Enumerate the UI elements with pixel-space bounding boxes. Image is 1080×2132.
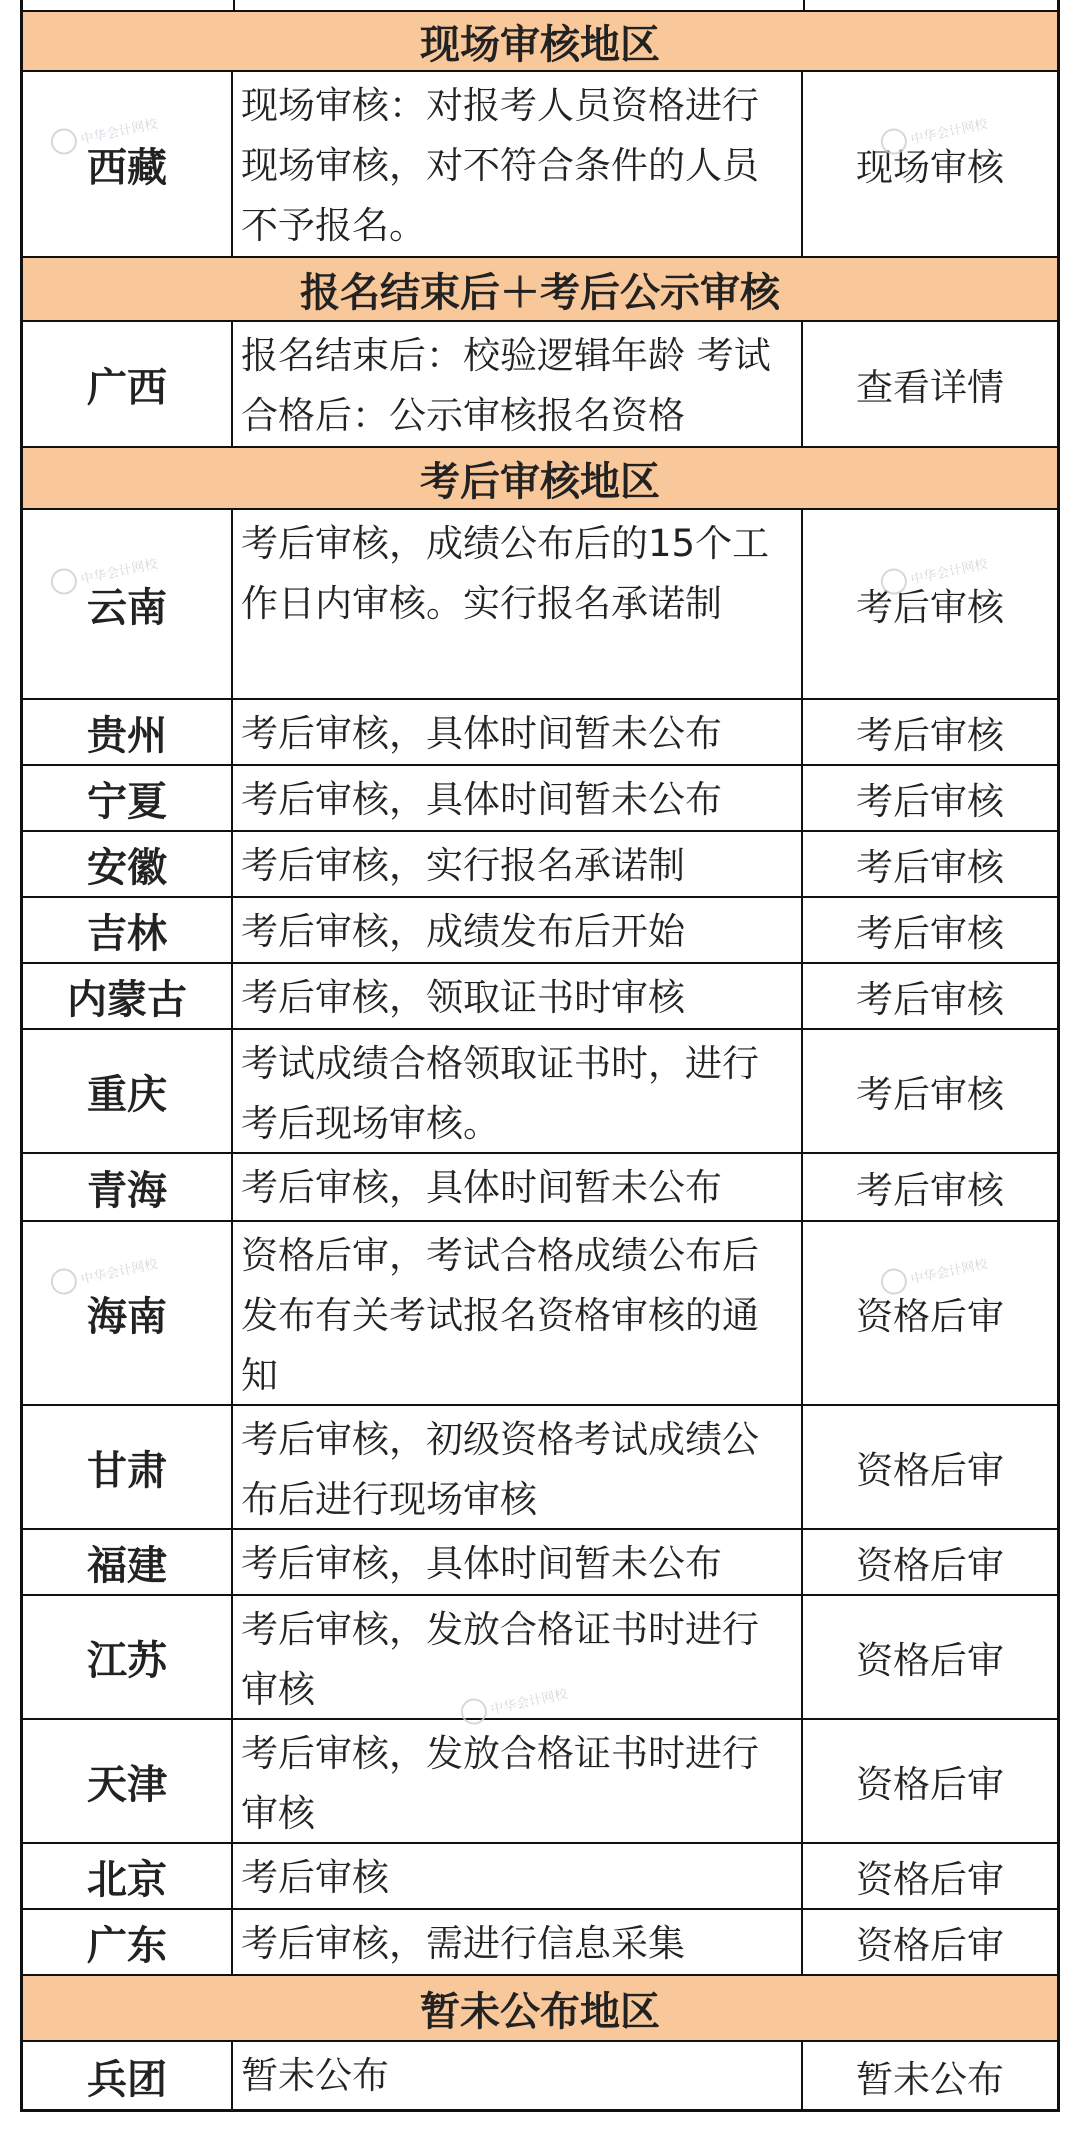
description-cell: 考后审核，具体时间暂未公布 [233, 1154, 803, 1220]
region-cell: 福建 [23, 1530, 233, 1594]
review-type-cell: 资格后审 [856, 1295, 1004, 1338]
review-type-cell: 考后审核 [856, 912, 1004, 955]
description-cell: 考后审核，具体时间暂未公布 [233, 700, 803, 764]
description-cell: 考后审核，具体时间暂未公布 [233, 766, 803, 830]
section-header-unannounced: 暂未公布地区 [23, 1974, 1057, 2040]
description-cell: 考试成绩合格领取证书时，进行考后现场审核。 [233, 1030, 803, 1152]
region-cell: 甘肃 [23, 1406, 233, 1528]
review-type-cell: 资格后审 [856, 1763, 1004, 1806]
table-row [23, 1842, 1057, 1908]
region-cell: 内蒙古 [23, 964, 233, 1028]
region-cell: 江苏 [23, 1596, 233, 1718]
watermark: 中华会计网校 [48, 549, 159, 597]
section-header-after-signup: 报名结束后＋考后公示审核 [23, 256, 1057, 320]
region-cell: 西藏 [23, 72, 233, 256]
region-cell: 云南 [23, 510, 233, 698]
region-cell: 海南 [23, 1222, 233, 1404]
section-header-post-exam: 考后审核地区 [23, 446, 1057, 508]
region-cell: 安徽 [23, 832, 233, 896]
watermark: 中华会计网校 [48, 1249, 159, 1297]
table-row [23, 830, 1057, 896]
region-cell: 广西 [23, 322, 233, 446]
table-bottom-border [23, 2109, 1057, 2112]
review-type-cell: 考后审核 [856, 714, 1004, 757]
table-row [23, 1404, 1057, 1528]
description-cell: 资格后审，考试合格成绩公布后发布有关考试报名资格审核的通知 [233, 1222, 803, 1404]
audit-table [20, 0, 1060, 2112]
review-type-cell: 资格后审 [856, 1544, 1004, 1587]
review-type-cell: 资格后审 [856, 1924, 1004, 1967]
table-row [23, 1718, 1057, 1842]
table-row [23, 1220, 1057, 1404]
review-type-cell: 资格后审 [856, 1449, 1004, 1492]
region-cell: 广东 [23, 1910, 233, 1974]
table-row [23, 764, 1057, 830]
watermark: 中华会计网校 [878, 1249, 989, 1297]
description-cell: 考后审核，具体时间暂未公布 [233, 1530, 803, 1594]
review-type-cell: 现场审核 [856, 146, 1004, 189]
review-type-cell: 资格后审 [856, 1639, 1004, 1682]
description-cell: 现场审核：对报考人员资格进行现场审核，对不符合条件的人员不予报名。 [233, 72, 803, 256]
region-cell: 宁夏 [23, 766, 233, 830]
review-type-cell: 资格后审 [856, 1858, 1004, 1901]
watermark: 中华会计网校 [878, 109, 989, 157]
section-header-onsite: 现场审核地区 [23, 10, 1057, 70]
review-type-cell: 暂未公布 [856, 2058, 1004, 2101]
watermark: 中华会计网校 [878, 549, 989, 597]
table-row [23, 1908, 1057, 1974]
description-cell: 考后审核，需进行信息采集 [233, 1910, 803, 1974]
region-cell: 天津 [23, 1720, 233, 1842]
region-cell: 青海 [23, 1154, 233, 1220]
table-row [23, 508, 1057, 698]
description-cell: 考后审核，实行报名承诺制 [233, 832, 803, 896]
table-row [23, 70, 1057, 256]
region-cell: 重庆 [23, 1030, 233, 1152]
table-row [23, 320, 1057, 446]
table-row [23, 1152, 1057, 1220]
review-type-cell: 考后审核 [856, 780, 1004, 823]
table-row [23, 1028, 1057, 1152]
table-row [23, 896, 1057, 962]
description-cell: 考后审核 [233, 1844, 803, 1908]
description-cell: 考后审核，初级资格考试成绩公布后进行现场审核 [233, 1406, 803, 1528]
review-type-cell: 考后审核 [856, 1169, 1004, 1212]
table-row [23, 962, 1057, 1028]
table-row [23, 1594, 1057, 1718]
description-cell: 考后审核，成绩公布后的15个工作日内审核。实行报名承诺制 [233, 510, 803, 698]
table-row [23, 2040, 1057, 2110]
review-type-cell: 考后审核 [856, 846, 1004, 889]
description-cell: 报名结束后：校验逻辑年龄 考试合格后：公示审核报名资格 [233, 322, 803, 446]
description-cell: 考后审核，成绩发布后开始 [233, 898, 803, 962]
description-cell: 考后审核，发放合格证书时进行审核 [233, 1596, 803, 1718]
description-cell: 考后审核，领取证书时审核 [233, 964, 803, 1028]
region-cell: 贵州 [23, 700, 233, 764]
table-row [23, 698, 1057, 764]
review-type-cell: 考后审核 [856, 978, 1004, 1021]
table-row [23, 1528, 1057, 1594]
description-cell: 暂未公布 [233, 2042, 803, 2110]
review-type-cell: 考后审核 [856, 1073, 1004, 1116]
view-details-link[interactable]: 查看详情 [856, 366, 1004, 409]
region-cell: 北京 [23, 1844, 233, 1908]
region-cell: 兵团 [23, 2042, 233, 2110]
watermark: 中华会计网校 [48, 109, 159, 157]
region-cell: 吉林 [23, 898, 233, 962]
watermark: 中华会计网校 [458, 1679, 569, 1727]
review-type-cell: 考后审核 [856, 586, 1004, 629]
description-cell: 考后审核，发放合格证书时进行审核 [233, 1720, 803, 1842]
